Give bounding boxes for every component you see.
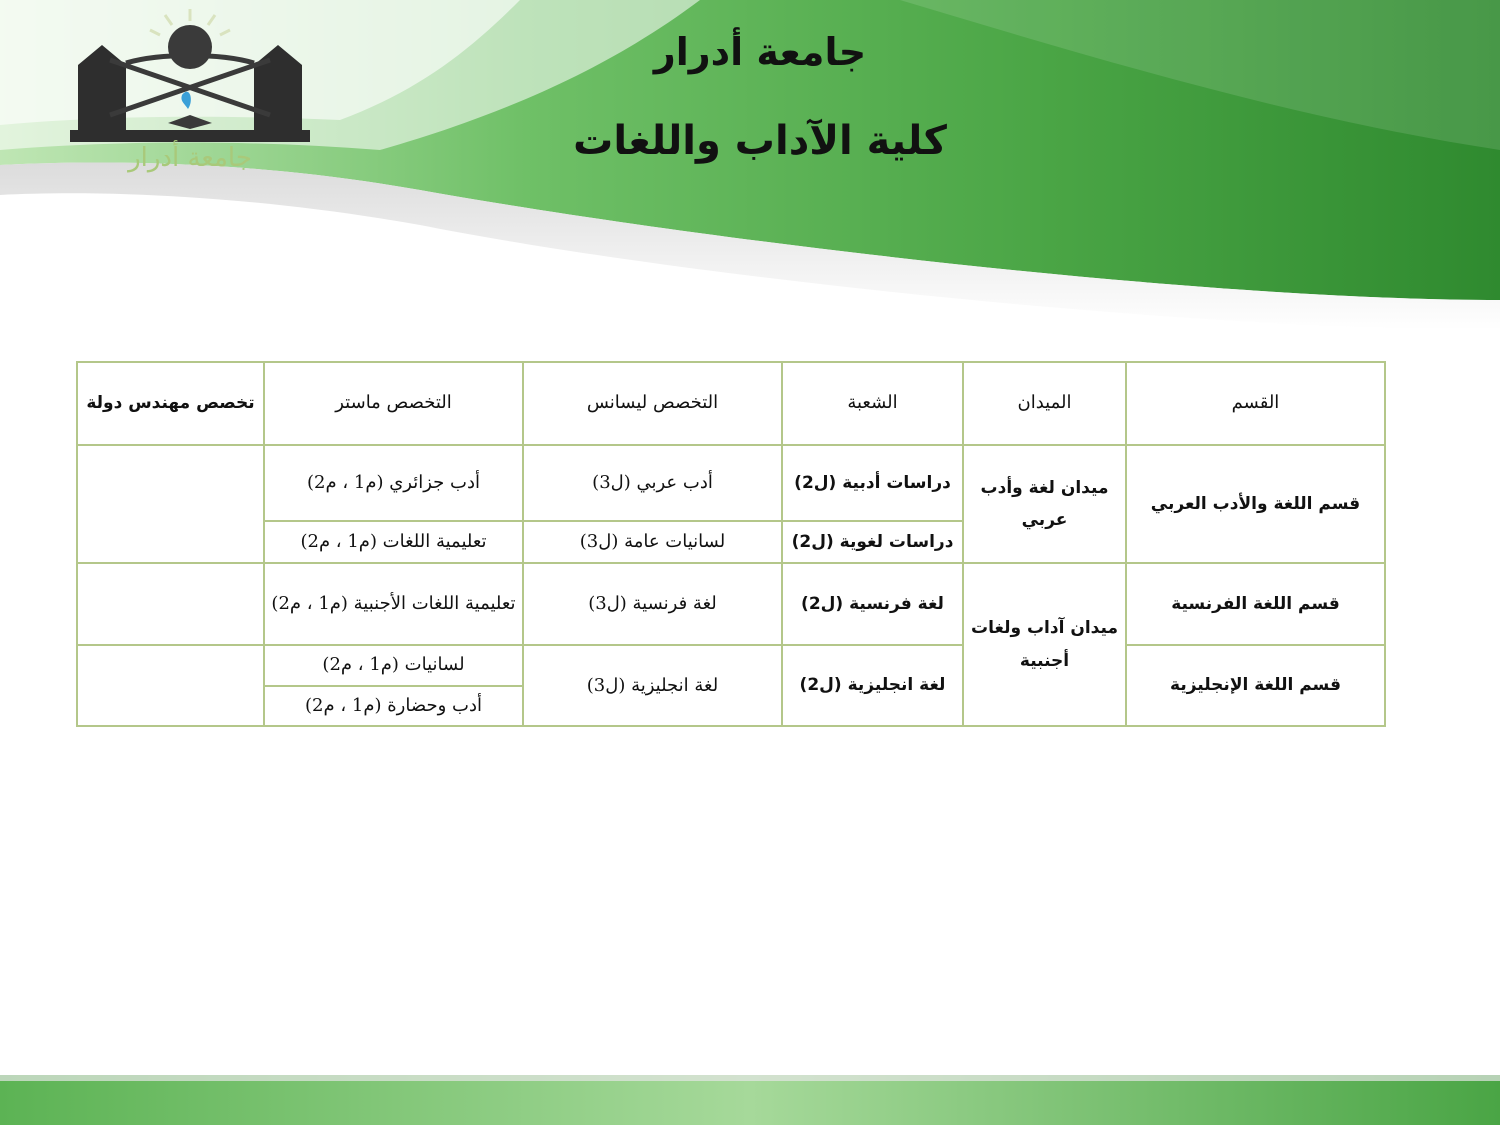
master-lang-didactics: تعليمية اللغات (م1 ، م2) bbox=[264, 521, 523, 563]
licence-english: لغة انجليزية (ل3) bbox=[523, 645, 782, 726]
table-row bbox=[77, 645, 1385, 686]
engineer-cell bbox=[77, 645, 264, 726]
engineer-cell bbox=[77, 563, 264, 645]
branch-linguistic: دراسات لغوية (ل2) bbox=[782, 521, 963, 563]
header-department: القسم bbox=[1126, 362, 1385, 445]
master-foreign-didactics: تعليمية اللغات الأجنبية (م1 ، م2) bbox=[264, 563, 523, 645]
department-french: قسم اللغة الفرنسية bbox=[1126, 563, 1385, 645]
header-domain: الميدان bbox=[963, 362, 1126, 445]
domain-foreign: ميدان آداب ولغات أجنبية bbox=[963, 563, 1126, 726]
master-linguistics: لسانيات (م1 ، م2) bbox=[264, 645, 523, 686]
master-algerian-lit: أدب جزائري (م1 ، م2) bbox=[264, 445, 523, 521]
specializations-table bbox=[76, 361, 1386, 727]
header-engineer: تخصص مهندس دولة bbox=[77, 362, 264, 445]
licence-french: لغة فرنسية (ل3) bbox=[523, 563, 782, 645]
university-title: جامعة أدرار bbox=[653, 30, 867, 74]
branch-literary: دراسات أدبية (ل2) bbox=[782, 445, 963, 521]
licence-general-ling: لسانيات عامة (ل3) bbox=[523, 521, 782, 563]
faculty-title: كلية الآداب واللغات bbox=[573, 118, 947, 164]
logo-text: جامعة أدرار bbox=[128, 143, 252, 173]
licence-arabic-lit: أدب عربي (ل3) bbox=[523, 445, 782, 521]
table-header-row bbox=[77, 362, 1385, 445]
footer-band bbox=[0, 1075, 1500, 1125]
header-branch: الشعبة bbox=[782, 362, 963, 445]
department-english: قسم اللغة الإنجليزية bbox=[1126, 645, 1385, 726]
department-arabic: قسم اللغة والأدب العربي bbox=[1126, 445, 1385, 563]
branch-french: لغة فرنسية (ل2) bbox=[782, 563, 963, 645]
header-master: التخصص ماستر bbox=[264, 362, 523, 445]
branch-english: لغة انجليزية (ل2) bbox=[782, 645, 963, 726]
table-row bbox=[77, 445, 1385, 521]
domain-arabic: ميدان لغة وأدب عربي bbox=[963, 445, 1126, 563]
table-row bbox=[77, 563, 1385, 645]
header-licence: التخصص ليسانس bbox=[523, 362, 782, 445]
engineer-cell bbox=[77, 445, 264, 563]
master-lit-civ: أدب وحضارة (م1 ، م2) bbox=[264, 686, 523, 726]
